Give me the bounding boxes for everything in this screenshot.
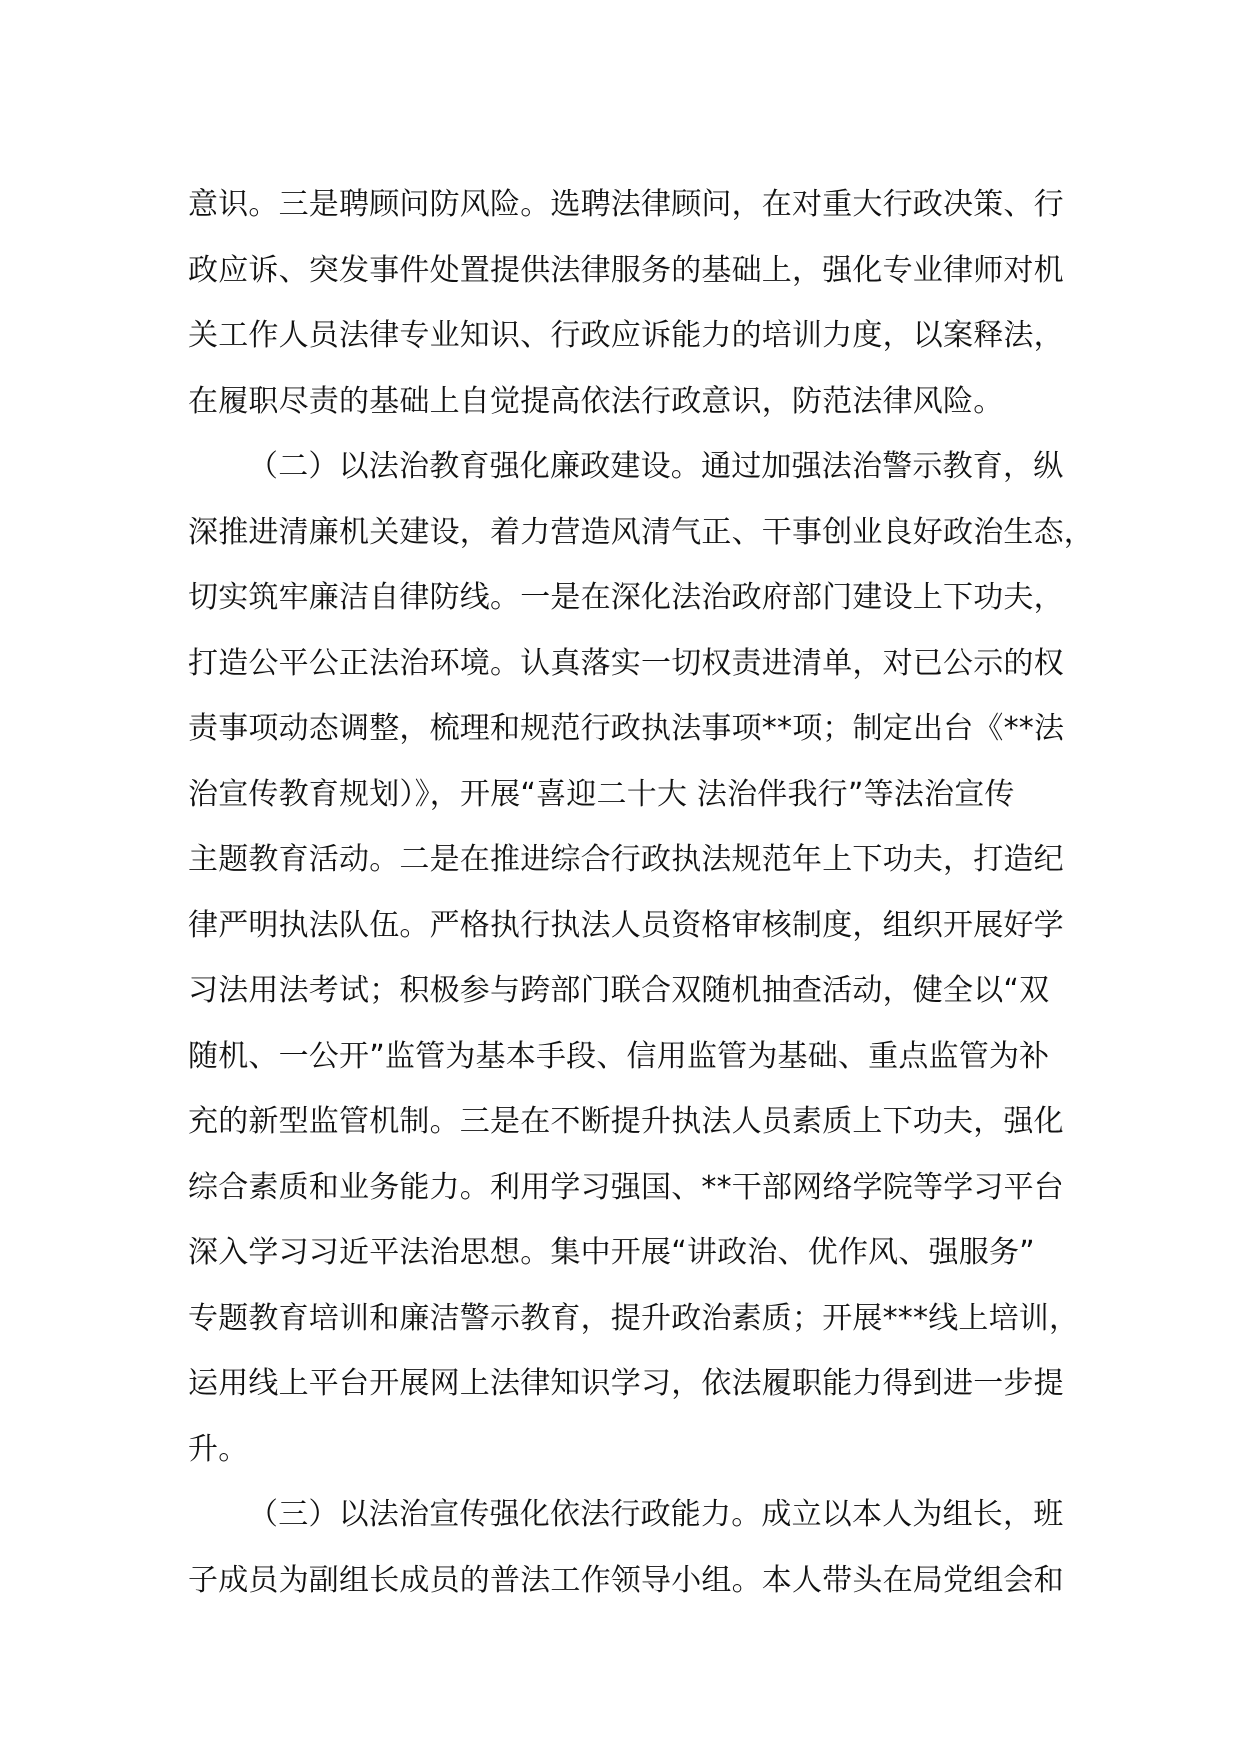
text-line-19: 运用线上平台开展网上法律知识学习，依法履职能力得到进一步提 xyxy=(188,1366,1064,1401)
text-line-10: 治宣传教育规划）》，开展“喜迎二十大 法治伴我行”等法治宣传 xyxy=(188,776,1015,812)
text-line-2: 政应诉、突发事件处置提供法律服务的基础上，强化专业律师对机 xyxy=(188,252,1064,288)
text-line-12: 律严明执法队伍。严格执行执法人员资格审核制度，组织开展好学 xyxy=(188,907,1064,943)
text-line-20: 升。 xyxy=(188,1431,249,1467)
text-line-3: 关工作人员法律专业知识、行政应诉能力的培训力度，以案释法， xyxy=(188,318,1064,353)
text-line-7: 切实筑牢廉洁自律防线。一是在深化法治政府部门建设上下功夫， xyxy=(188,580,1064,615)
text-line-9: 责事项动态调整，梳理和规范行政执法事项**项；制定出台《**法 xyxy=(188,711,1065,746)
text-line-8: 打造公平公正法治环境。认真落实一切权责进清单，对已公示的权 xyxy=(188,645,1064,681)
text-line-6: 深推进清廉机关建设，着力营造风清气正、干事创业良好政治生态， xyxy=(188,514,1094,550)
section-heading-3: （三）以法治宣传强化依法行政能力。成立以本人为组长，班 xyxy=(248,1497,1064,1532)
text-line-13: 习法用法考试；积极参与跨部门联合双随机抽查活动，健全以“双 xyxy=(188,973,1050,1008)
text-line-16: 综合素质和业务能力。利用学习强国、**干部网络学院等学习平台 xyxy=(188,1169,1064,1205)
text-line-1: 意识。三是聘顾问防风险。选聘法律顾问，在对重大行政决策、行 xyxy=(188,187,1064,222)
text-line-11: 主题教育活动。二是在推进综合行政执法规范年上下功夫，打造纪 xyxy=(188,842,1064,877)
text-line-4: 在履职尽责的基础上自觉提高依法行政意识，防范法律风险。 xyxy=(188,383,1004,419)
text-line-22: 子成员为副组长成员的普法工作领导小组。本人带头在局党组会和 xyxy=(188,1562,1064,1598)
text-line-18: 专题教育培训和廉洁警示教育，提升政治素质；开展***线上培训， xyxy=(188,1300,1080,1336)
section-heading-2: （二）以法治教育强化廉政建设。通过加强法治警示教育，纵 xyxy=(248,449,1064,484)
text-line-14: 随机、一公开”监管为基本手段、信用监管为基础、重点监管为补 xyxy=(188,1038,1050,1074)
text-line-15: 充的新型监管机制。三是在不断提升执法人员素质上下功夫，强化 xyxy=(188,1104,1064,1139)
text-line-17: 深入学习习近平法治思想。集中开展“讲政治、优作风、强服务” xyxy=(188,1235,1035,1270)
document-body xyxy=(188,172,1094,1613)
